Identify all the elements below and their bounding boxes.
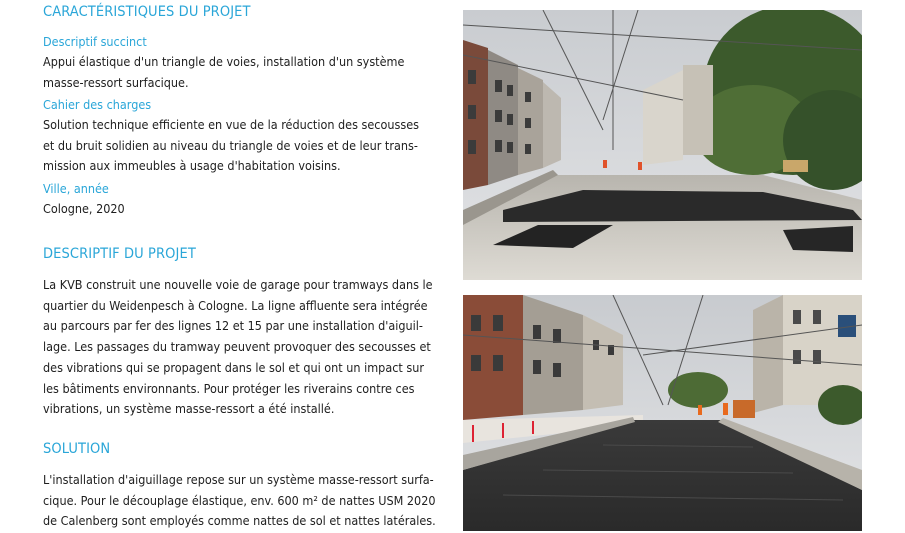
solution-text [43, 470, 438, 532]
description-line: La KVB construit une nouvelle voie de garage pour tramways dans le [43, 277, 433, 292]
city-label: Ville, année [43, 181, 109, 196]
specs-line: mission aux immeubles à usage d'habitation voisins. [43, 158, 341, 174]
solution-line: de Calenberg sont employés comme nattes de sol et nattes latérales. [43, 513, 436, 529]
specs-line: et du bruit solidien au niveau du triangle de voies et de leur trans- [43, 137, 418, 153]
summary-line: masse-ressort surfacique. [43, 74, 189, 90]
description-heading: DESCRIPTIF DU PROJET [43, 246, 196, 262]
summary-text [43, 52, 438, 93]
construction-photo-top [463, 10, 862, 280]
summary-label: Descriptif succinct [43, 34, 147, 49]
description-line: au parcours par fer des lignes 12 et 15 par une installation d'aiguil- [43, 318, 423, 334]
city-value [43, 199, 438, 220]
solution-line: L'installation d'aiguillage repose sur un système masse-ressort surfa- [43, 472, 434, 487]
description-line: lage. Les passages du tramway peuvent provoquer des secousses et [43, 339, 431, 355]
description-text [43, 275, 438, 420]
summary-line: Appui élastique d'un triangle de voies, installation d'un système [43, 54, 405, 69]
description-line: quartier du Weidenpesch à Cologne. La ligne affluente sera intégrée [43, 297, 428, 313]
city-value-text: Cologne, 2020 [43, 201, 125, 216]
specs-text [43, 115, 438, 177]
description-line: les bâtiments environnants. Pour protéger les riverains contre ces [43, 380, 415, 396]
specs-line: Solution technique efficiente en vue de la réduction des secousses [43, 117, 420, 132]
specs-label: Cahier des charges [43, 97, 152, 112]
solution-line: cique. Pour le découplage élastique, env. 600 m² de nattes USM 2020 [43, 492, 436, 508]
characteristics-heading: CARACTÉRISTIQUES DU PROJET [43, 4, 251, 20]
solution-heading: SOLUTION [43, 441, 111, 457]
description-line: des vibrations qui se propagent dans le sol et qui ont un impact sur [43, 359, 424, 375]
construction-photo-bottom [463, 295, 862, 531]
description-line: vibrations, un système masse-ressort a été installé. [43, 401, 335, 417]
